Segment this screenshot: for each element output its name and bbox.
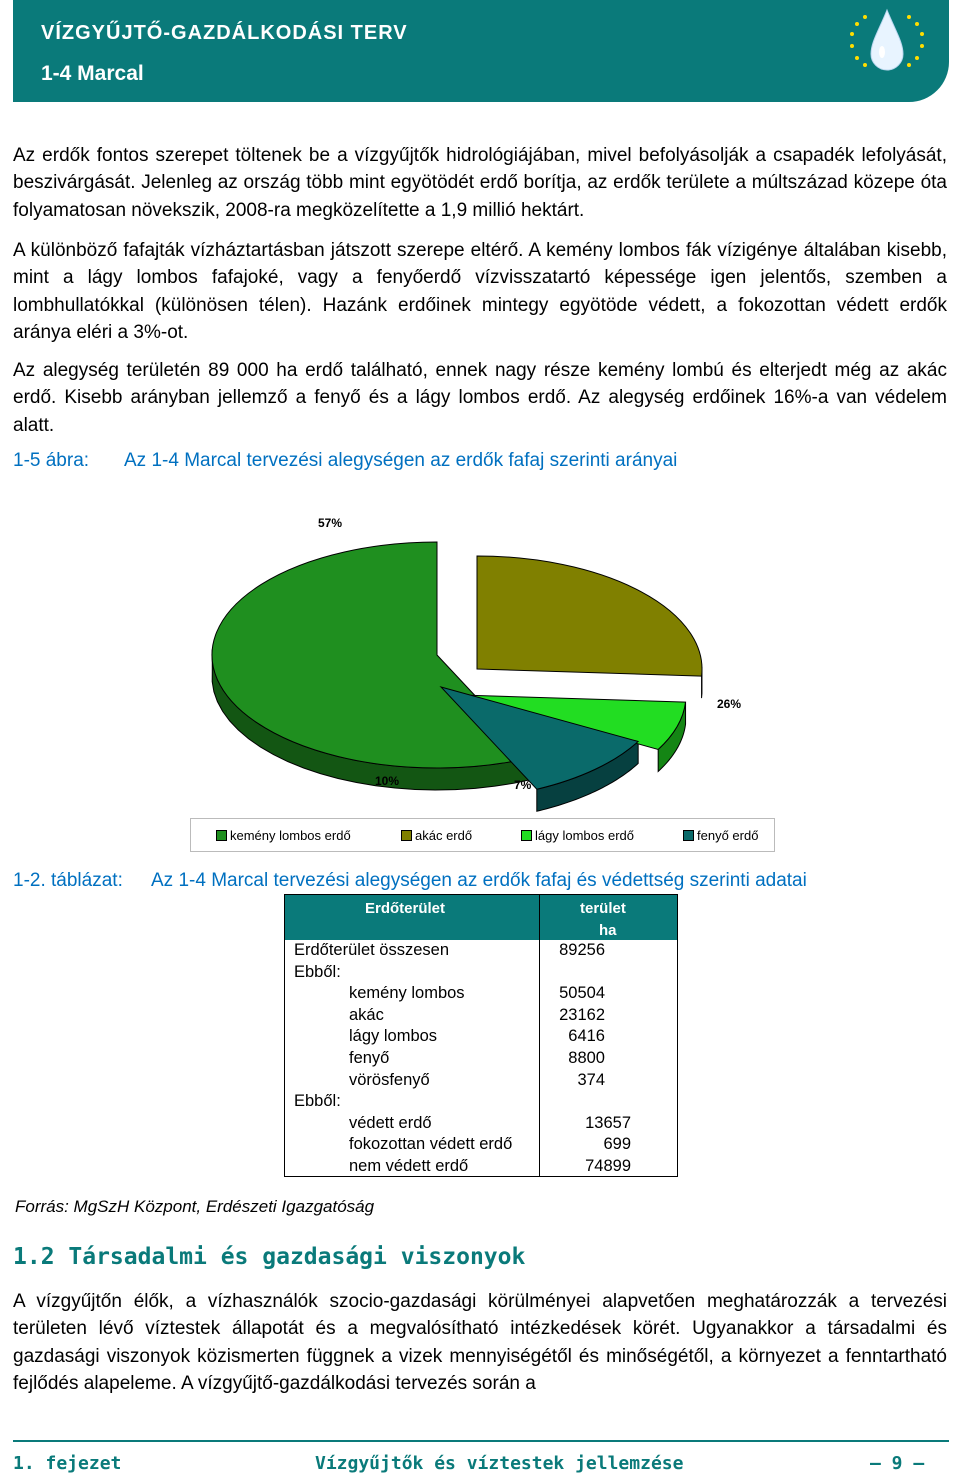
table-row-value: 699	[603, 1135, 631, 1154]
pie-data-label: 57%	[318, 516, 343, 530]
pie-data-label: 10%	[375, 774, 400, 788]
figure-caption: Az 1-4 Marcal tervezési alegységen az erdők fafaj szerinti arányai	[124, 450, 678, 471]
table-column-divider	[539, 895, 540, 1176]
chart-legend	[190, 818, 775, 852]
table-header-territory: terület	[580, 900, 626, 917]
legend-swatch	[401, 830, 412, 841]
table-row-value: 13657	[585, 1113, 631, 1132]
table-row-value: 8800	[568, 1049, 605, 1067]
pie-data-label: 26%	[717, 697, 742, 711]
table-row-label: akác	[349, 1005, 384, 1024]
table-row-label: vörösfenyő	[349, 1070, 430, 1089]
table-source: Forrás: MgSzH Központ, Erdészeti Igazgatóság	[15, 1197, 375, 1216]
table-row-label: nem védett erdő	[349, 1157, 469, 1175]
legend-swatch	[521, 830, 532, 841]
pie-data-label: 7%	[514, 778, 532, 792]
table-row-label: Ebből:	[294, 962, 341, 981]
paragraph-forest-role: Az erdők fontos szerepet töltenek be a vízgyűjtők hidrológiájában, mivel befolyásolják a csapadék lefolyását, beszivárgását. Jelenleg az ország több mint egyötödét erdő borítja, az erdők területe a múltszázad közepe óta folyamatosan növekszik, 2008-ra megközelítette a 1,9 millió hektárt.	[13, 145, 947, 221]
table-header-area: Erdőterület	[365, 900, 446, 917]
legend-swatch	[683, 830, 694, 841]
legend-label: lágy lombos erdő	[535, 828, 634, 843]
legend-label: kemény lombos erdő	[230, 828, 351, 843]
page-number: — 9 —	[870, 1453, 925, 1474]
table-row-value: 23162	[559, 1005, 605, 1024]
footer-chapter: 1. fejezet	[13, 1453, 122, 1474]
table-header-unit: ha	[599, 922, 617, 939]
table-row-label: lágy lombos	[349, 1027, 438, 1046]
document-title: VÍZGYŰJTŐ-GAZDÁLKODÁSI TERV	[41, 22, 408, 44]
legend-label: fenyő erdő	[697, 828, 759, 843]
table-row-value: 6416	[568, 1027, 605, 1046]
pie-slice	[477, 556, 702, 676]
document-subtitle: 1-4 Marcal	[41, 62, 144, 85]
table-row-label: védett erdő	[349, 1113, 432, 1132]
table-row-label: Ebből:	[294, 1092, 341, 1111]
table-row-value: 50504	[559, 984, 605, 1003]
section-heading: 1.2 Társadalmi és gazdasági viszonyok	[13, 1244, 526, 1270]
legend-swatch	[216, 830, 227, 841]
footer-title: Vízgyűjtők és víztestek jellemzése	[315, 1453, 684, 1474]
table-row-value: 89256	[559, 941, 605, 959]
table-header	[285, 895, 677, 940]
legend-label: akác erdő	[415, 828, 473, 843]
eu-water-drop-logo-icon	[837, 4, 937, 84]
table-row-label: kemény lombos	[349, 984, 465, 1003]
table-row-label: fokozottan védett erdő	[349, 1135, 513, 1154]
figure-number: 1-5 ábra:	[13, 450, 90, 471]
pie-chart	[190, 500, 780, 860]
legend-item-hard-broadleaf	[216, 828, 351, 843]
footer-rule	[13, 1440, 949, 1442]
header-banner	[13, 0, 949, 102]
table-row-value: 74899	[585, 1157, 631, 1175]
legend-item-conifer	[683, 828, 758, 843]
forest-area-table	[284, 894, 678, 1177]
paragraph-tree-species: A különböző fafajták vízháztartásban játszott szerepe eltérő. A kemény lombos fák vízigénye általában kisebb, mint a lágy lombos fafajoké, vagy a fenyőerdő vízvisszatartó képessége igen jelentős, szemben a lombhullatókkal (különösen télen). Hazánk erdőinek mintegy egyötöde védett, a fokozottan védett erdők aránya eléri a 3%-ot.	[13, 240, 947, 343]
table-row-label: Erdőterület összesen	[294, 941, 450, 959]
table-number: 1-2. táblázat:	[13, 870, 123, 891]
legend-item-acacia	[401, 828, 472, 843]
table-row-value: 374	[577, 1070, 605, 1089]
table-row-label: fenyő	[349, 1049, 390, 1067]
paragraph-socio-economic: A vízgyűjtőn élők, a vízhasználók szocio-gazdasági körülményei alapvetően meghatározzák a tervezési területen lévő víztestek állapotát és a megvalósítható intézkedések körét. Ugyanakkor a társadalmi és gazdasági viszonyok közismerten függnek a vizek mennyiségétől és minőségétől, a környezet a fenntartható fejlődés alapeleme. A vízgyűjtő-gazdálkodási tervezés során a	[13, 1291, 947, 1394]
legend-item-soft-broadleaf	[521, 828, 634, 843]
paragraph-subunit-forests: Az alegység területén 89 000 ha erdő található, ennek nagy része kemény lombú és elterjedt még az akác erdő. Kisebb arányban jellemző a fenyő és a lágy lombos erdő. Az alegység erdőinek 16%-a van védelem alatt.	[13, 360, 947, 436]
table-caption: Az 1-4 Marcal tervezési alegységen az erdők fafaj és védettség szerinti adatai	[151, 870, 807, 891]
